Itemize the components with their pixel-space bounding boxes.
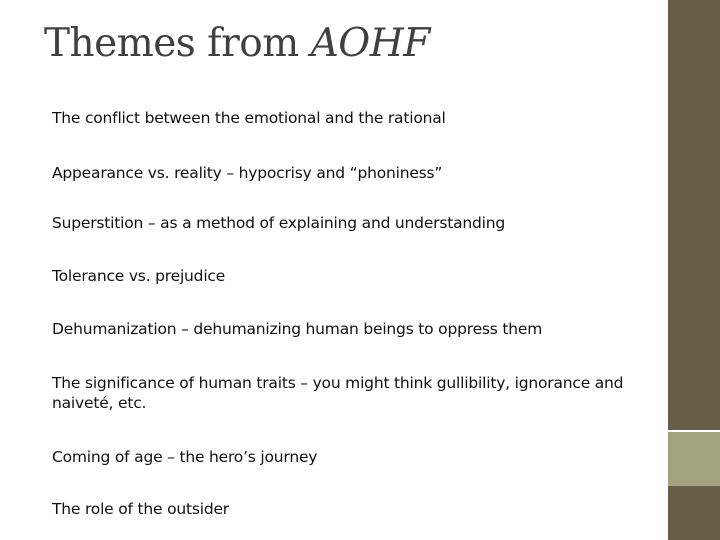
theme-item: Superstition – as a method of explaining and understanding: [52, 214, 506, 232]
theme-item: Dehumanization – dehumanizing human beings to oppress them: [52, 320, 543, 338]
sidebar-accent-bottom: [668, 486, 720, 540]
theme-item: The conflict between the emotional and the rational: [52, 109, 446, 127]
slide-title-italic: AOHF: [310, 21, 430, 66]
sidebar-accent-top: [668, 0, 720, 432]
sidebar-accent-middle: [668, 432, 720, 486]
slide-title: [44, 18, 430, 70]
theme-item: Coming of age – the hero’s journey: [52, 448, 318, 466]
theme-item: Appearance vs. reality – hypocrisy and “phoniness”: [52, 164, 443, 182]
theme-item: Tolerance vs. prejudice: [52, 267, 226, 285]
slide-title-prefix: Themes from: [44, 21, 311, 66]
theme-item: The role of the outsider: [52, 500, 229, 518]
theme-item: The significance of human traits – you might think gullibility, ignorance and naiveté, etc.: [52, 374, 624, 412]
sidebar-divider: [665, 0, 668, 540]
